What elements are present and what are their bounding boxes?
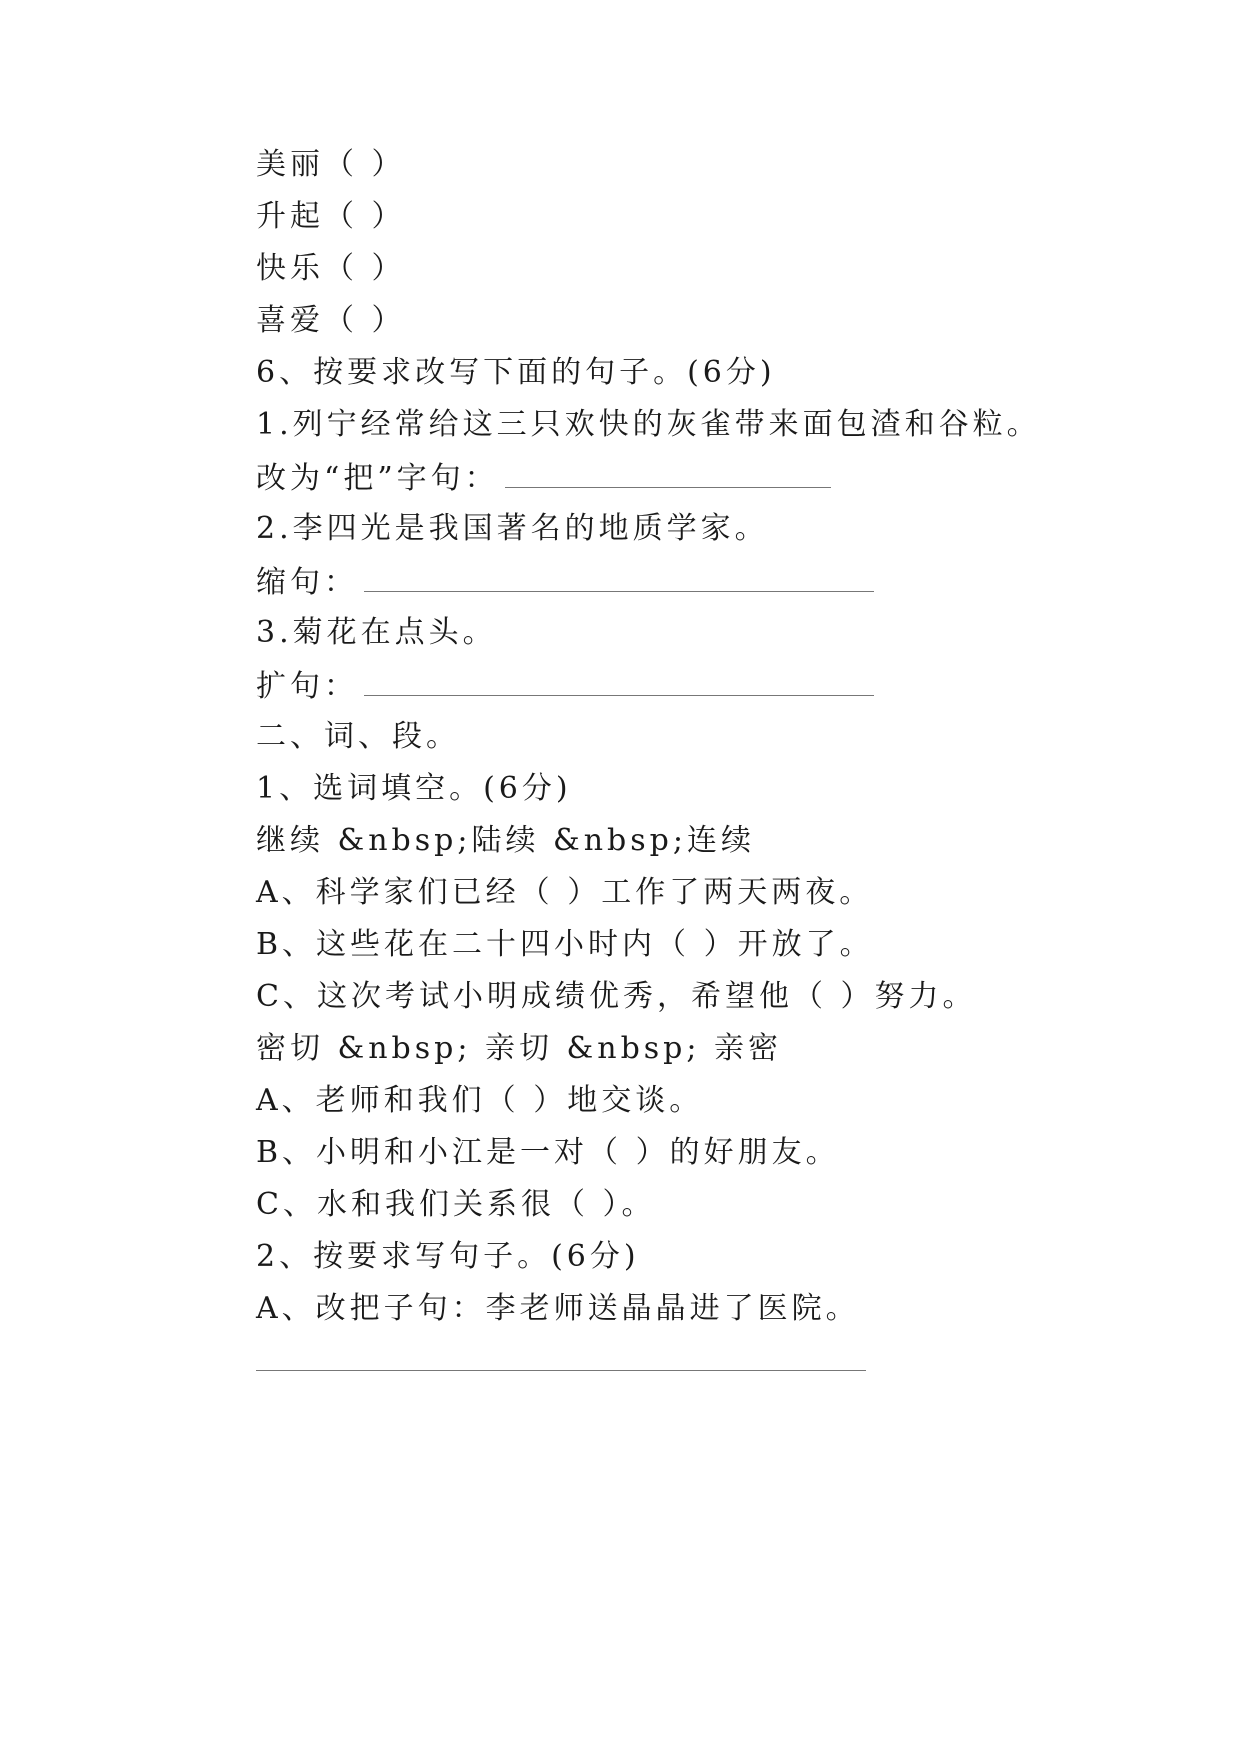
section-2-heading <box>256 717 460 757</box>
ba-rewrite-prompt-text: A、改把子句：李老师送晶晶进了医院。 <box>256 1291 860 1326</box>
item-meili <box>256 145 406 185</box>
item-kuaile-text: 快乐（ ） <box>256 251 406 286</box>
fill-1c <box>256 977 977 1017</box>
sentence-1-text: 1.列宁经常给这三只欢快的灰雀带来面包渣和谷粒。 <box>256 407 1041 442</box>
fill-2c-text: C、水和我们关系很（ ）。 <box>256 1187 656 1222</box>
ba-rewrite-prompt <box>256 1289 860 1329</box>
question-6-heading <box>256 353 776 393</box>
ba-sentence-prompt-text: 改为“把”字句： <box>256 461 499 496</box>
fill-2b <box>256 1133 840 1173</box>
ba-rewrite-answer-line[interactable] <box>256 1370 866 1371</box>
sentence-2-text: 2.李四光是我国著名的地质学家。 <box>256 511 769 546</box>
expand-prompt-text: 扩句： <box>256 669 358 704</box>
expand-prompt <box>256 665 874 707</box>
fill-1b-text: B、这些花在二十四小时内（ ）开放了。 <box>256 927 874 962</box>
item-meili-text: 美丽（ ） <box>256 147 406 182</box>
expand-answer-line[interactable] <box>364 665 874 696</box>
fill-2a <box>256 1081 703 1121</box>
fill-1b <box>256 925 874 965</box>
sentence-1 <box>256 405 1041 445</box>
item-kuaile <box>256 249 406 289</box>
shorten-prompt-text: 缩句： <box>256 565 358 600</box>
word-choices-2-text: 密切 &nbsp; 亲切 &nbsp; 亲密 <box>256 1031 783 1066</box>
item-xiai <box>256 301 406 341</box>
word-choices-1-text: 继续 &nbsp;陆续 &nbsp;连续 <box>256 823 755 858</box>
ba-sentence-prompt <box>256 457 831 499</box>
fill-1a-text: A、科学家们已经（ ）工作了两天两夜。 <box>256 875 874 910</box>
question-6-heading-text: 6、按要求改写下面的句子。(6分) <box>256 355 776 390</box>
item-xiai-text: 喜爱（ ） <box>256 303 406 338</box>
fill-1c-text: C、这次考试小明成绩优秀，希望他（ ）努力。 <box>256 979 977 1014</box>
shorten-answer-line[interactable] <box>364 561 874 592</box>
question-2-heading-text: 2、按要求写句子。(6分) <box>256 1239 640 1274</box>
question-2-heading <box>256 1237 640 1277</box>
fill-2a-text: A、老师和我们（ ）地交谈。 <box>256 1083 704 1118</box>
question-1-heading-text: 1、选词填空。(6分) <box>256 771 572 806</box>
sentence-3-text: 3.菊花在点头。 <box>256 615 497 650</box>
item-shengqi-text: 升起（ ） <box>256 199 406 234</box>
section-2-heading-text: 二、词、段。 <box>256 719 460 754</box>
shorten-prompt <box>256 561 874 603</box>
ba-sentence-answer-line[interactable] <box>505 457 831 488</box>
sentence-2 <box>256 509 769 549</box>
sentence-3 <box>256 613 497 653</box>
word-choices-1 <box>256 821 755 861</box>
fill-2b-text: B、小明和小江是一对（ ）的好朋友。 <box>256 1135 840 1170</box>
word-choices-2 <box>256 1029 782 1069</box>
question-1-heading <box>256 769 572 809</box>
fill-1a <box>256 873 873 913</box>
fill-2c <box>256 1185 656 1225</box>
item-shengqi <box>256 197 406 237</box>
